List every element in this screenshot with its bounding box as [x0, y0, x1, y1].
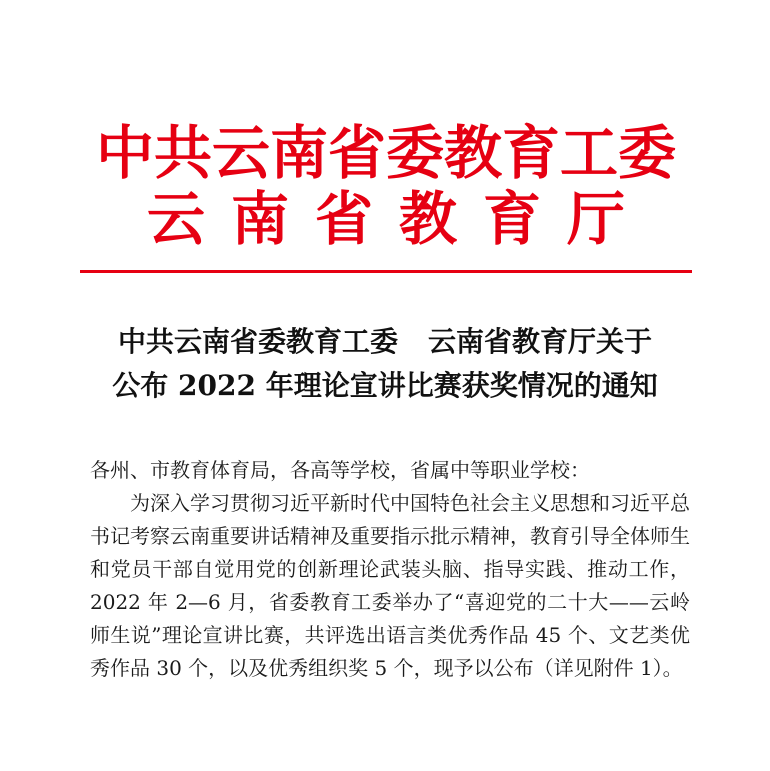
document-title-line-2: 公布 2022 年理论宣讲比赛获奖情况的通知 [112, 369, 658, 402]
title-part-a: 中共云南省委教育工委 [117, 325, 398, 358]
body-paragraph: 为深入学习贯彻习近平新时代中国特色社会主义思想和习近平总书记考察云南重要讲话精神及重要指示批示精神，教育引导全体师生和党员干部自觉用党的创新理论武装头脑、指导实践、推动工作，2022 年 2—6 月，省委教育工委举办了“喜迎党的二十大——云岭师生说”理论宣讲比赛，共评选出语言类优秀作品 45 个、文艺类优秀作品 30 个，以及优秀组织奖 5 个，现予以公布（详见附件 1）。 [90, 491, 690, 680]
document-title-line-1 [60, 325, 710, 358]
salutation: 各州、市教育体育局，各高等学校，省属中等职业学校： [90, 458, 590, 482]
issuing-authority-header-1: 中共云南省委教育工委 [95, 119, 676, 187]
title-part-b: 云南省教育厅关于 [428, 325, 653, 358]
red-divider-line [80, 270, 692, 273]
issuing-authority-header-2: 云南省教育厅 [146, 185, 651, 253]
